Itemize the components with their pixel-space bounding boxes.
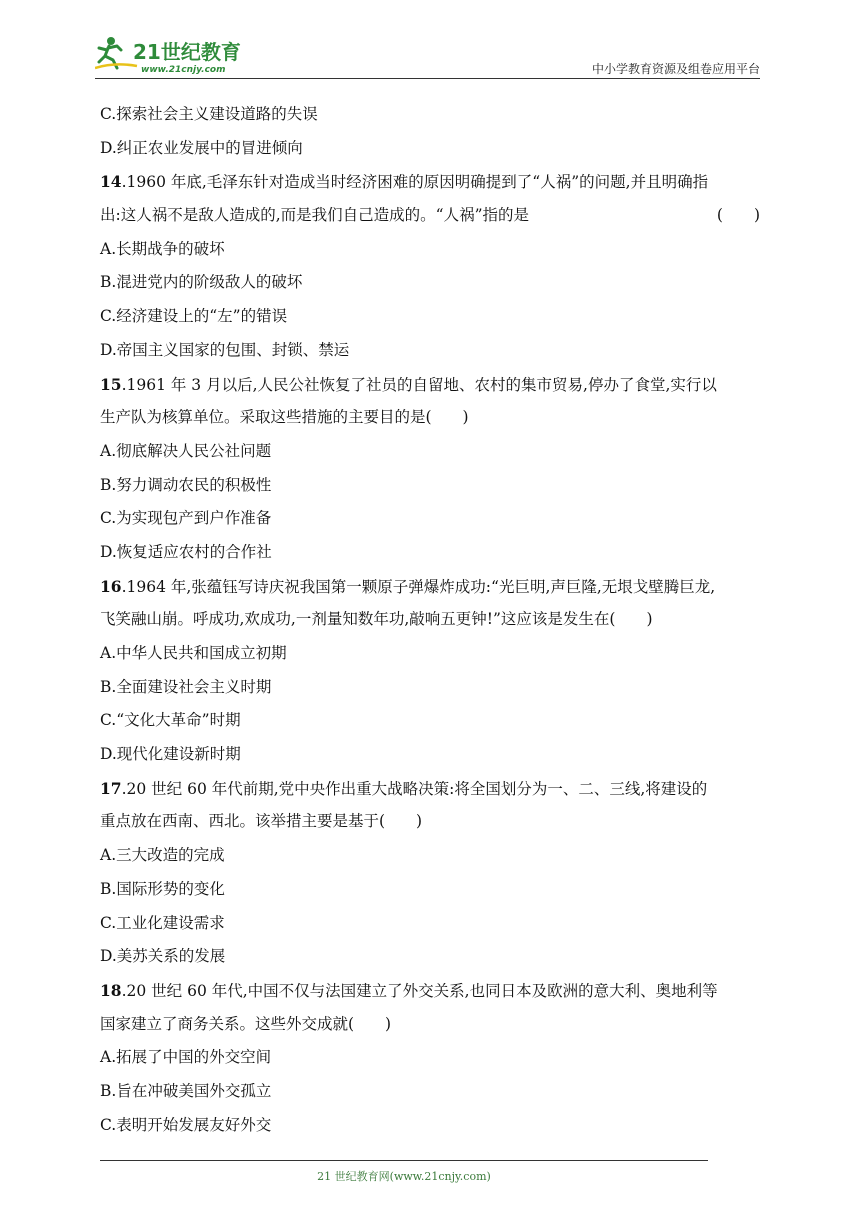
text-line: [100, 401, 762, 435]
question-stem-line: [100, 772, 762, 806]
text-line: [100, 671, 762, 705]
line-text: .20 世纪 60 年代前期,党中央作出重大战略决策:将全国划分为一、二、三线,将建设的: [121, 779, 708, 798]
line-text: C.经济建设上的“左”的错误: [100, 307, 288, 326]
question-number: 15: [100, 374, 122, 394]
text-line: [100, 907, 762, 941]
line-text: D.恢复适应农村的合作社: [100, 542, 272, 561]
question-number: 18: [100, 980, 122, 1000]
footer-divider: [100, 1160, 708, 1161]
line-text: D.美苏关系的发展: [100, 947, 226, 966]
text-line: [100, 1109, 762, 1143]
question-number: 16: [100, 576, 122, 596]
line-text: B.全面建设社会主义时期: [100, 677, 272, 696]
line-text: C.表明开始发展友好外交: [100, 1115, 272, 1134]
line-text: A.长期战争的破坏: [100, 239, 225, 258]
line-text: C.探索社会主义建设道路的失误: [100, 105, 318, 123]
line-text: 飞笑融山崩。呼成功,欢成功,一剂量知数年功,敲响五更钟!”这应该是发生在( ): [100, 610, 653, 629]
line-text: .1964 年,张蕴钰写诗庆祝我国第一颗原子弹爆炸成功:“光巨明,声巨隆,无垠戈壁腾巨龙,: [121, 577, 716, 596]
question-stem-line: [100, 974, 762, 1008]
text-line: [100, 536, 762, 570]
runner-logo-icon: [95, 32, 265, 76]
line-text: A.三大改造的完成: [100, 846, 225, 865]
text-line: [100, 839, 762, 873]
text-line: [100, 300, 762, 334]
line-text: D.帝国主义国家的包围、封锁、禁运: [100, 340, 350, 359]
text-line: [100, 940, 762, 974]
question-number: 17: [100, 778, 122, 798]
line-text: A.中华人民共和国成立初期: [100, 644, 287, 662]
line-text: B.混进党内的阶级敌人的破坏: [100, 273, 303, 292]
text-line: [100, 805, 762, 839]
platform-label: 中小学教育资源及组卷应用平台: [591, 62, 760, 76]
text-line: [100, 1041, 762, 1075]
line-text: B.努力调动农民的积极性: [100, 475, 272, 494]
question-number: 14: [100, 172, 122, 192]
question-content: [100, 98, 762, 1142]
line-text: A.拓展了中国的外交空间: [100, 1048, 272, 1067]
line-text: B.旨在冲破美国外交孤立: [100, 1081, 272, 1100]
line-text: 出:这人祸不是敌人造成的,而是我们自己造成的。“人祸”指的是: [100, 206, 529, 225]
site-logo[interactable]: [95, 32, 265, 76]
text-line: [100, 637, 762, 671]
text-line: [100, 132, 762, 166]
header-divider: [95, 78, 760, 79]
line-text: .1961 年 3 月以后,人民公社恢复了社员的自留地、农村的集市贸易,停办了食堂,实行以: [121, 375, 717, 394]
line-text: C.“文化大革命”时期: [100, 711, 241, 730]
line-text: 国家建立了商务关系。这些外交成就( ): [100, 1014, 392, 1033]
line-text: A.彻底解决人民公社问题: [100, 441, 272, 460]
line-text: 重点放在西南、西北。该举措主要是基于( ): [100, 812, 423, 831]
question-stem-line: [100, 368, 762, 402]
text-line: [100, 603, 762, 637]
answer-bracket: ( ): [716, 206, 760, 225]
question-stem-line: [100, 165, 762, 199]
logo-text: 21世纪教育: [133, 40, 241, 64]
text-line: [100, 334, 762, 368]
text-line: [100, 738, 762, 772]
line-text: B.国际形势的变化: [100, 879, 225, 898]
text-line: [100, 1008, 762, 1042]
line-text: D.纠正农业发展中的冒进倾向: [100, 138, 303, 157]
question-stem-line: [100, 570, 762, 604]
text-line: [100, 266, 762, 300]
text-line: [100, 704, 762, 738]
text-line: [100, 469, 762, 503]
line-text: 生产队为核算单位。采取这些措施的主要目的是( ): [100, 408, 469, 427]
line-text: .20 世纪 60 年代,中国不仅与法国建立了外交关系,也同日本及欧洲的意大利、奥地利等: [121, 981, 718, 1000]
text-line: [100, 199, 762, 233]
text-line: [100, 873, 762, 907]
text-line: [100, 1075, 762, 1109]
line-text: C.工业化建设需求: [100, 913, 225, 932]
text-line: [100, 435, 762, 469]
line-text: C.为实现包产到户作准备: [100, 509, 272, 528]
line-text: D.现代化建设新时期: [100, 745, 241, 764]
text-line: [100, 98, 762, 132]
logo-url: www.21cnjy.com: [141, 65, 226, 75]
text-line: [100, 233, 762, 267]
line-text: .1960 年底,毛泽东针对造成当时经济困难的原因明确提到了“人祸”的问题,并且明确指: [121, 173, 709, 192]
text-line: [100, 502, 762, 536]
footer-source[interactable]: 21 世纪教育网(www.21cnjy.com): [317, 1170, 491, 1183]
page-header: [95, 30, 760, 80]
